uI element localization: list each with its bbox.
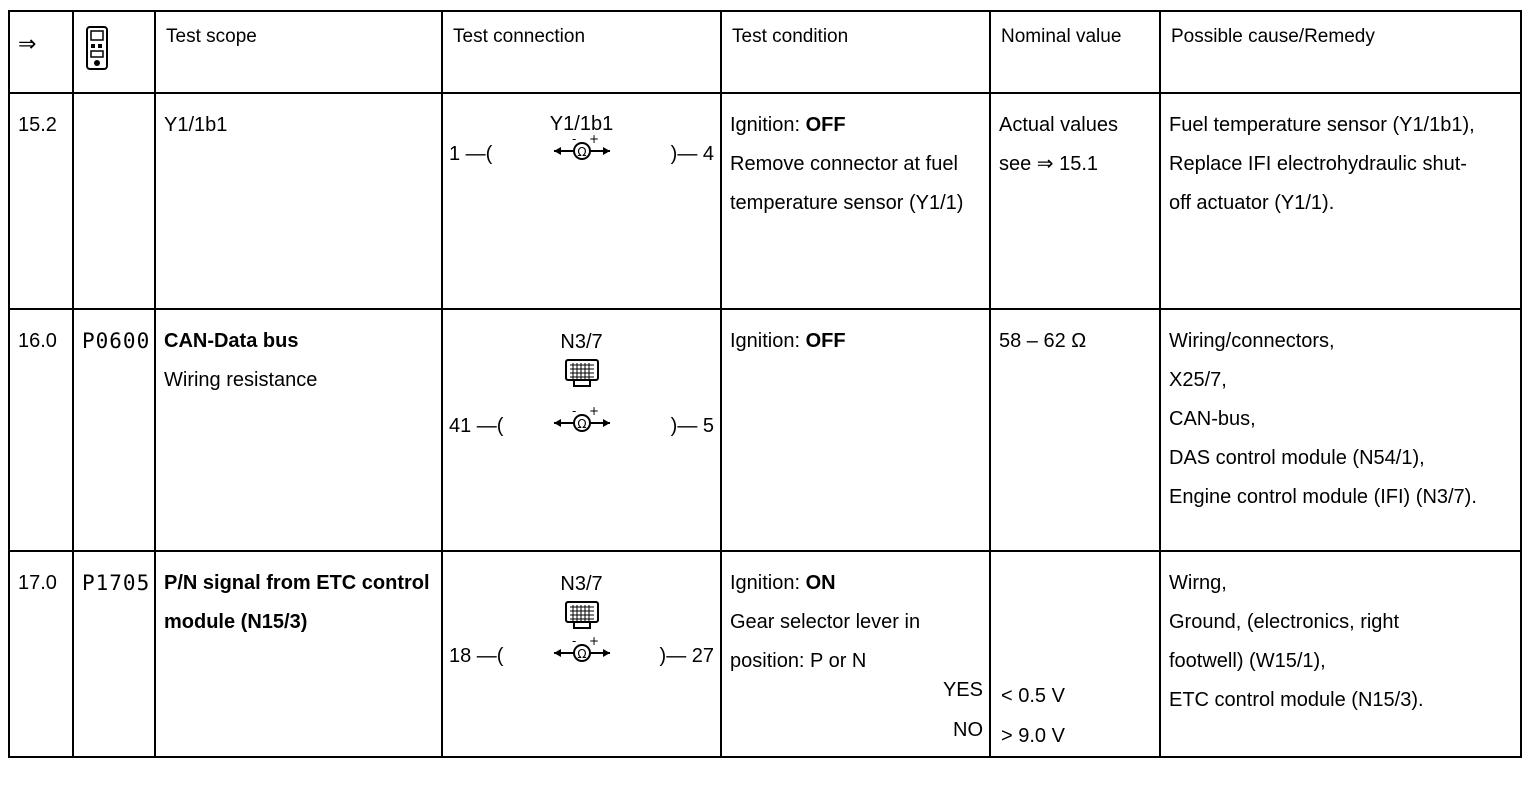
nominal-line: Actual values	[999, 114, 1118, 136]
remedy-cell	[1160, 93, 1521, 309]
ignition-condition: Ignition: ON	[730, 572, 836, 594]
fault-code	[74, 94, 154, 100]
no-label: NO	[953, 719, 983, 741]
component-label: Y1/1b1	[549, 113, 614, 135]
header-test-connection: Test connection	[442, 11, 721, 93]
remedy-line: ETC control module (N15/3).	[1169, 689, 1424, 711]
remedy-line: Wiring/connectors,	[1169, 330, 1335, 352]
arrow-icon: ⇒	[18, 31, 37, 56]
scope-title: CAN-Data bus	[164, 330, 299, 352]
ignition-condition: Ignition: OFF	[730, 330, 846, 352]
remedy-line: off actuator (Y1/1).	[1169, 192, 1335, 214]
control-module-icon	[564, 358, 600, 388]
diagnostic-test-table	[8, 10, 1522, 758]
condition-cell	[721, 551, 990, 757]
svg-text:+: +	[588, 636, 599, 648]
fault-code: P0600	[82, 329, 151, 353]
svg-text:Ω: Ω	[576, 145, 587, 159]
remedy-line: Engine control module (IFI) (N3/7).	[1169, 486, 1477, 508]
svg-text:+: +	[588, 406, 599, 418]
component-label: N3/7	[560, 331, 603, 353]
table-row	[9, 309, 1521, 551]
svg-text:-: -	[571, 406, 576, 418]
pin-right: )— 4	[670, 143, 714, 165]
condition-cell	[721, 309, 990, 551]
remedy-cell	[1160, 551, 1521, 757]
control-module-icon	[564, 600, 600, 630]
code-cell	[73, 93, 155, 309]
pin-left: 18 —(	[449, 645, 504, 667]
ohmmeter-icon	[552, 636, 612, 666]
nominal-cell	[990, 551, 1160, 757]
remedy-line: Ground, (electronics, right	[1169, 611, 1400, 633]
pin-left: 1 —(	[449, 143, 493, 165]
pin-right: )— 27	[659, 645, 714, 667]
header-test-scope: Test scope	[155, 11, 442, 93]
step-cell	[9, 93, 73, 309]
remedy-line: DAS control module (N54/1),	[1169, 447, 1425, 469]
no-value: > 9.0 V	[1001, 725, 1065, 747]
svg-text:+: +	[588, 134, 599, 146]
nominal-cell	[990, 309, 1160, 551]
step-number: 16.0	[18, 330, 57, 352]
svg-text:-: -	[571, 636, 576, 648]
nominal-line: see ⇒ 15.1	[999, 153, 1099, 175]
header-remedy: Possible cause/Remedy	[1160, 11, 1521, 93]
component-label: N3/7	[560, 573, 603, 595]
scope-cell	[155, 93, 442, 309]
condition-line: Remove connector at fuel	[730, 153, 958, 175]
connection-cell	[442, 309, 721, 551]
scope-cell	[155, 309, 442, 551]
remedy-line: Replace IFI electrohydraulic shut-	[1169, 153, 1467, 175]
step-cell	[9, 309, 73, 551]
connection-cell	[442, 551, 721, 757]
condition-cell	[721, 93, 990, 309]
fault-code: P1705	[82, 571, 151, 595]
nominal-line: 58 – 62 Ω	[999, 330, 1087, 352]
nominal-cell	[990, 93, 1160, 309]
header-tester-cell	[73, 11, 155, 93]
connection-cell	[442, 93, 721, 309]
svg-text:Ω: Ω	[576, 417, 587, 431]
header-arrow-cell	[9, 11, 73, 93]
scope-text: Wiring resistance	[164, 369, 318, 391]
remedy-line: CAN-bus,	[1169, 408, 1256, 430]
pin-left: 41 —(	[449, 415, 504, 437]
ohmmeter-icon	[552, 406, 612, 436]
step-number: 15.2	[18, 114, 57, 136]
ohmmeter-icon	[552, 134, 612, 164]
scope-title: P/N signal from ETC control module (N15/3)	[164, 572, 430, 633]
svg-text:-: -	[571, 134, 576, 146]
header-nominal-value: Nominal value	[990, 11, 1160, 93]
condition-line: Gear selector lever in	[730, 611, 921, 633]
pin-right: )— 5	[670, 415, 714, 437]
yes-value: < 0.5 V	[1001, 685, 1065, 707]
scope-cell	[155, 551, 442, 757]
tester-device-icon	[86, 26, 108, 70]
remedy-line: X25/7,	[1169, 369, 1227, 391]
remedy-cell	[1160, 309, 1521, 551]
step-cell	[9, 551, 73, 757]
scope-text: Y1/1b1	[164, 114, 228, 136]
remedy-line: Wirng,	[1169, 572, 1227, 594]
svg-text:Ω: Ω	[576, 647, 587, 661]
condition-line: position: P or N	[730, 650, 867, 672]
remedy-line: Fuel temperature sensor (Y1/1b1),	[1169, 114, 1475, 136]
ignition-condition: Ignition: OFF	[730, 114, 846, 136]
code-cell	[73, 309, 155, 551]
table-row	[9, 551, 1521, 757]
table-row	[9, 93, 1521, 309]
remedy-line: footwell) (W15/1),	[1169, 650, 1326, 672]
yes-label: YES	[942, 679, 983, 701]
code-cell	[73, 551, 155, 757]
step-number: 17.0	[18, 572, 57, 594]
condition-line: temperature sensor (Y1/1)	[730, 192, 964, 214]
table-header-row	[9, 11, 1521, 93]
header-test-condition: Test condition	[721, 11, 990, 93]
